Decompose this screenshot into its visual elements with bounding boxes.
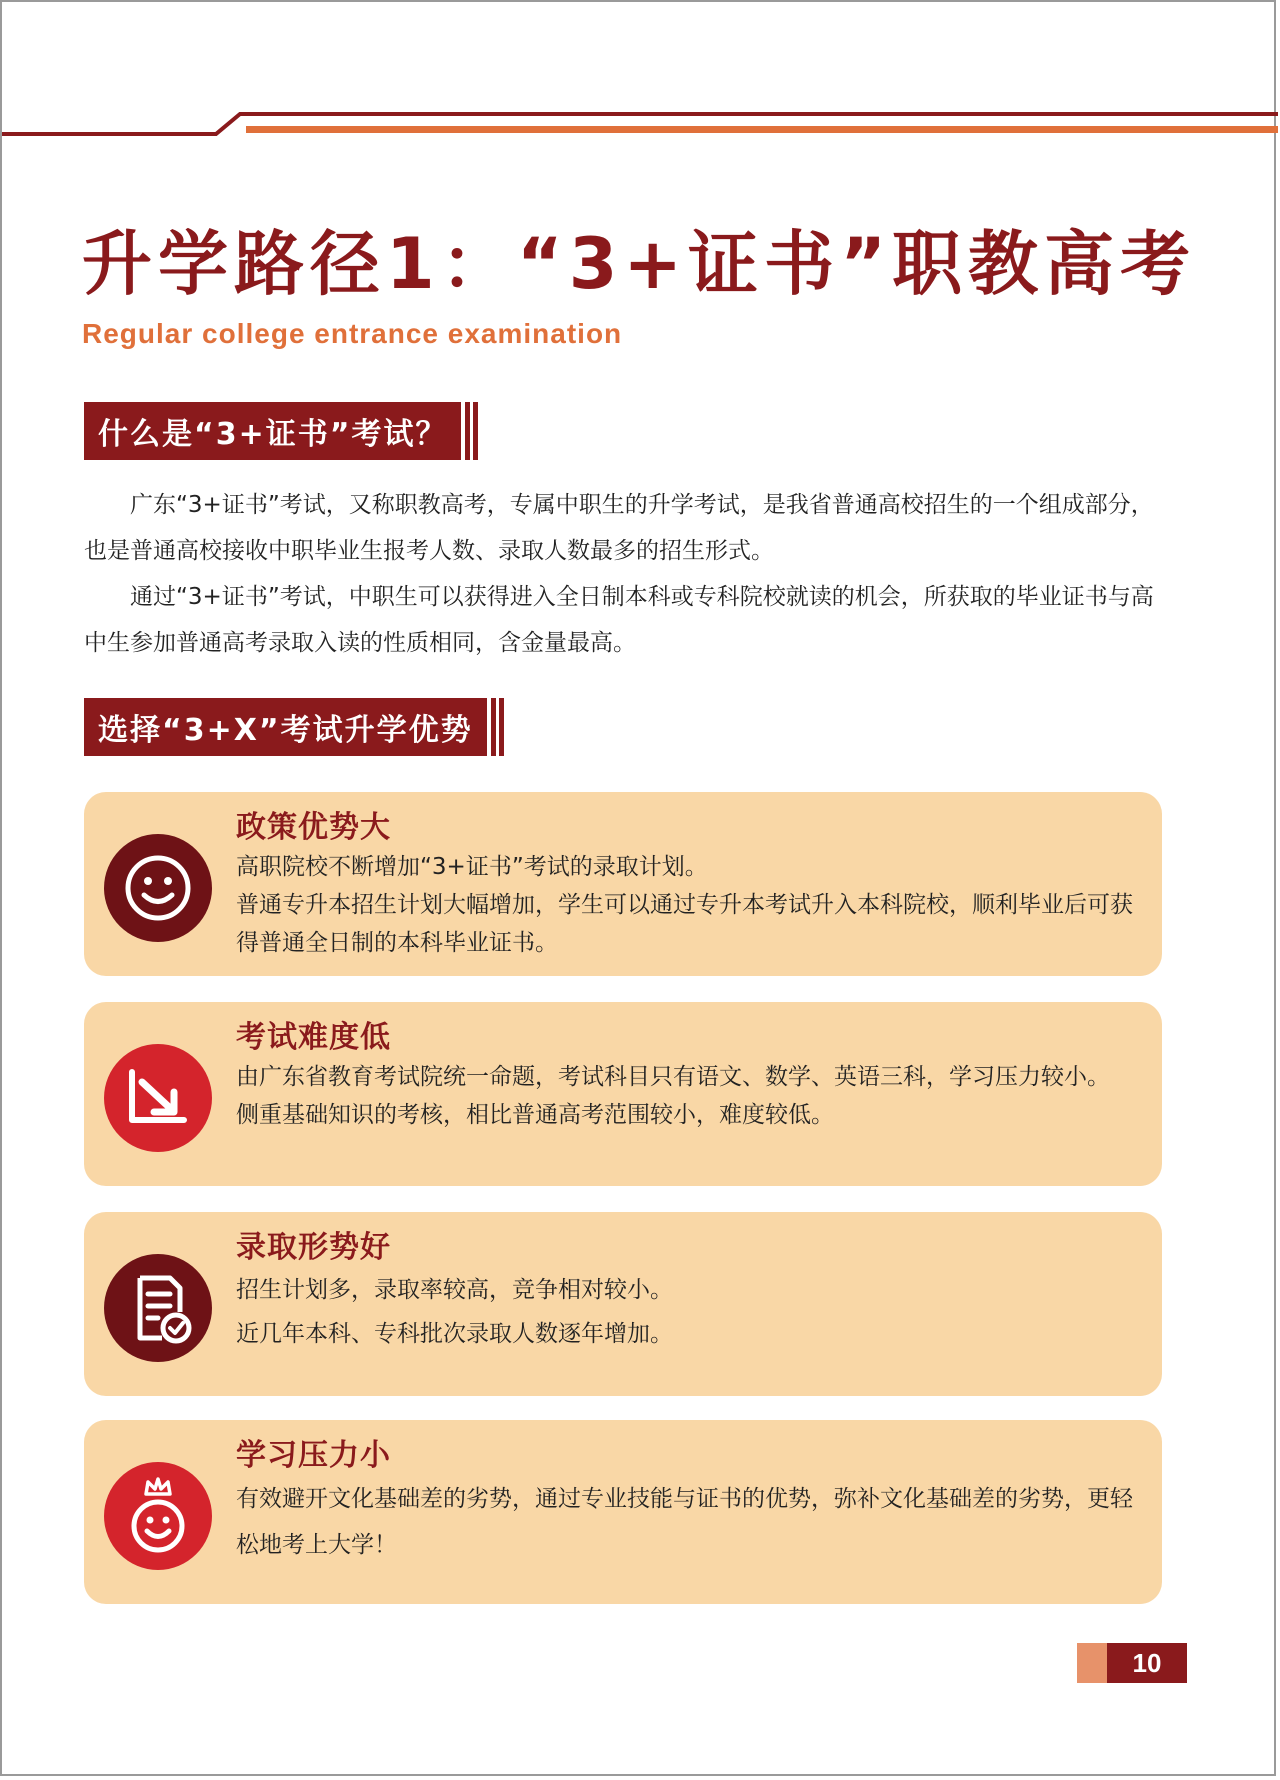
smiley-icon (104, 834, 212, 942)
card-title: 考试难度低 (236, 1020, 391, 1055)
card-line: 招生计划多，录取率较高，竞争相对较小。 (236, 1277, 673, 1303)
card-body (236, 1476, 1146, 1568)
heading-bar (465, 402, 470, 460)
card-title: 政策优势大 (236, 810, 391, 845)
card-line: 由广东省教育考试院统一命题，考试科目只有语文、数学、英语三科，学习压力较小。 (236, 1064, 1110, 1090)
card-body (236, 848, 1146, 962)
section-heading-advantages (84, 698, 504, 756)
advantage-card-pressure (84, 1420, 1162, 1604)
header-rule (2, 112, 1278, 162)
crown-smiley-icon (104, 1462, 212, 1570)
section-heading-what (84, 402, 478, 460)
trend-down-icon (104, 1044, 212, 1152)
card-title: 录取形势好 (236, 1230, 391, 1265)
intro-paragraph: 通过“3+证书”考试，中职生可以获得进入全日制本科或专科院校就读的机会，所获取的毕业证书与高中生参加普通高考录取入读的性质相同，含金量最高。 (84, 584, 1154, 656)
heading-bar (491, 698, 496, 756)
advantage-card-policy (84, 792, 1162, 976)
page-title: 升学路径1：“3+证书”职教高考 (82, 223, 1197, 305)
card-line: 高职院校不断增加“3+证书”考试的录取计划。 (236, 854, 708, 880)
advantage-card-admission (84, 1212, 1162, 1396)
page-number-tab (1077, 1643, 1107, 1683)
card-line: 近几年本科、专科批次录取人数逐年增加。 (236, 1321, 673, 1347)
page-number-label: 10 (1107, 1643, 1187, 1683)
advantage-card-difficulty (84, 1002, 1162, 1186)
card-line: 普通专升本招生计划大幅增加，学生可以通过专升本考试升入本科院校，顺利毕业后可获得普通全日制的本科毕业证书。 (236, 892, 1133, 956)
card-line: 有效避开文化基础差的劣势，通过专业技能与证书的优势，弥补文化基础差的劣势，更轻松地考上大学！ (236, 1486, 1133, 1558)
document-check-icon (104, 1254, 212, 1362)
heading-bar (499, 698, 504, 756)
section-heading-label: 什么是“3+证书”考试？ (84, 402, 461, 460)
page-subtitle: Regular college entrance examination (82, 318, 623, 349)
intro-paragraph: 广东“3+证书”考试，又称职教高考，专属中职生的升学考试，是我省普通高校招生的一个组成部分，也是普通高校接收中职毕业生报考人数、录取人数最多的招生形式。 (84, 492, 1154, 564)
card-title: 学习压力小 (236, 1438, 391, 1473)
card-body (236, 1268, 1146, 1356)
page-number (1077, 1643, 1187, 1683)
card-line: 侧重基础知识的考核，相比普通高考范围较小，难度较低。 (236, 1102, 834, 1128)
card-body (236, 1058, 1146, 1134)
heading-bar (473, 402, 478, 460)
section-heading-label: 选择“3+X”考试升学优势 (84, 698, 487, 756)
